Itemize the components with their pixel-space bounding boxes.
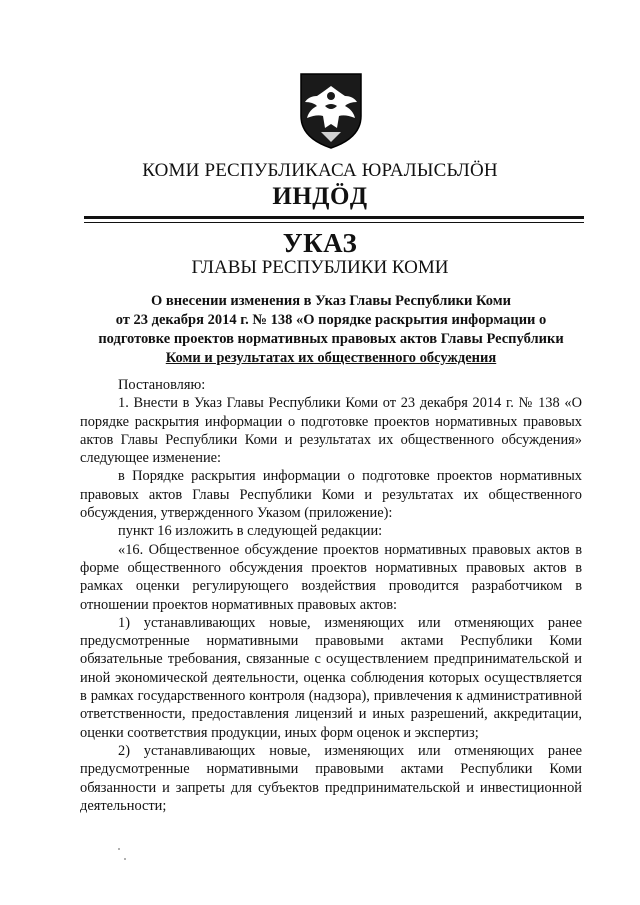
- document-type: УКАЗ: [282, 228, 358, 258]
- title-line: от 23 декабря 2014 г. № 138 «О порядке раскрытия информации о: [115, 312, 547, 328]
- document-title: [80, 292, 582, 368]
- body-paragraph: 2) устанавливающих новые, изменяющих или отменяющих ранее предусмотренные нормативными правовыми актами Республики Коми обязанности и запреты для субъектов предпринимательской и инвестиционной деятельности;: [80, 742, 582, 814]
- body-paragraph: в Порядке раскрытия информации о подготовке проектов нормативных правовых актов Главы Республики Коми и результатах их общественного обсуждения, утвержденного Указом (приложение):: [80, 468, 582, 522]
- title-line: О внесении изменения в Указ Главы Республики Коми: [150, 293, 512, 309]
- title-line: Коми и результатах их общественного обсуждения: [165, 350, 497, 366]
- scan-artifact: [118, 848, 120, 850]
- body-paragraph: «16. Общественное обсуждение проектов нормативных правовых актов в форме общественного обсуждения проектов нормативных правовых актов в рамках оценки регулирующего воздействия проводится разработчиком в отношении проектов нормативных правовых актов:: [80, 541, 582, 613]
- body-paragraph: пункт 16 изложить в следующей редакции:: [118, 523, 383, 540]
- header-divider-thin: [84, 222, 584, 223]
- scan-artifact: [124, 858, 126, 860]
- republic-name: КОМИ РЕСПУБЛИКАСА ЮРАЛЫСЬЛÖН: [142, 160, 498, 181]
- body-paragraph: Постановляю:: [118, 377, 206, 393]
- body-paragraph: 1) устанавливающих новые, изменяющих или отменяющих ранее предусмотренные нормативными правовыми актами Республики Коми обязательные требования, связанные с осуществлением предпринимательской и иной экономической деятельности, оценка соблюдения которых осуществляется в рамках государственного контроля (надзора), привлечения к административной ответственности, предоставления лицензий и иных разрешений, аккредитации, оценки соответствия продукции, иных форм оценок и экспертиз;: [80, 614, 582, 741]
- issuing-authority: ГЛАВЫ РЕСПУБЛИКИ КОМИ: [191, 257, 449, 278]
- body-paragraph: 1. Внести в Указ Главы Республики Коми от 23 декабря 2014 г. № 138 «О порядке раскрытия информации о подготовке проектов нормативных правовых актов Главы Республики Коми и результатах их общественного обсуждения» следующее изменение:: [80, 395, 582, 467]
- title-line: подготовке проектов нормативных правовых актов Главы Республики: [98, 331, 564, 347]
- header-divider-thick: [84, 216, 584, 219]
- document-body: [80, 376, 582, 815]
- coat-of-arms-icon: [295, 66, 367, 150]
- decree-word-komi: ИНДÖД: [272, 183, 368, 210]
